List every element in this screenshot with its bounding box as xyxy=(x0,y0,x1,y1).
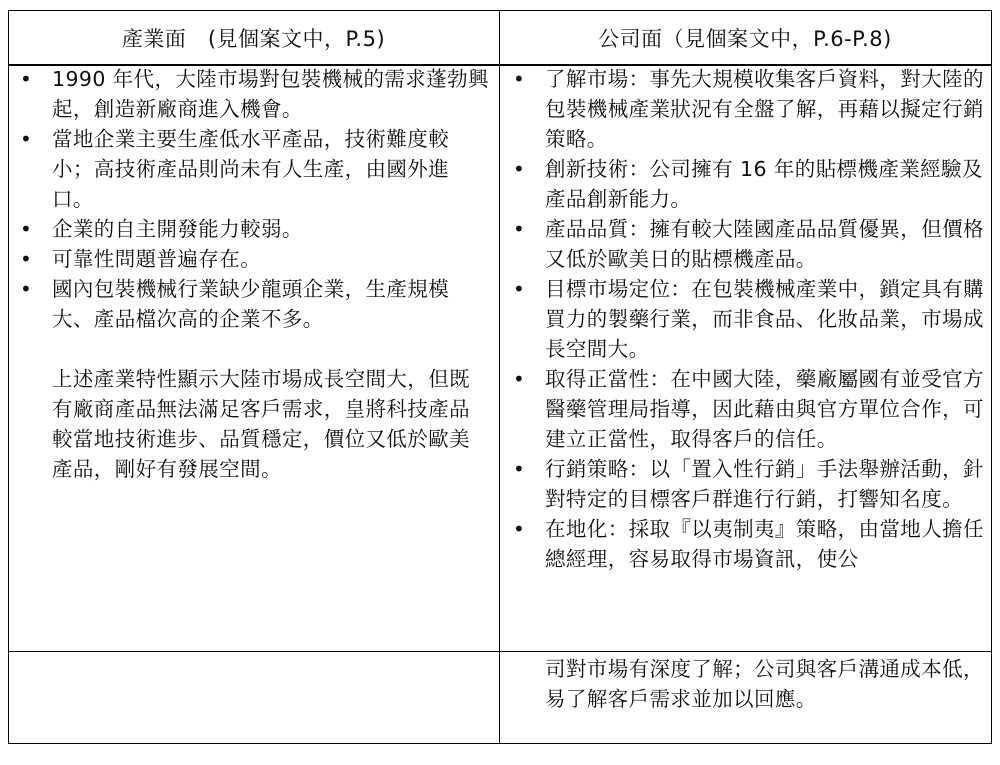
company-bullet-list xyxy=(513,64,985,574)
industry-bullet-list xyxy=(20,64,490,334)
bullet-icon: • xyxy=(513,157,526,181)
table-right-border xyxy=(991,10,992,744)
industry-header: 產業面 (見個案文中，P.5) xyxy=(121,26,386,51)
bullet-icon: • xyxy=(513,457,526,481)
bullet-icon: • xyxy=(20,217,33,241)
list-item xyxy=(20,64,490,124)
list-item-text: 產品品質：擁有較大陸國產品品質優異，但價格又低於歐美日的貼標機產品。 xyxy=(545,217,984,271)
bullet-icon: • xyxy=(20,277,33,301)
list-item-text: 行銷策略：以「置入性行銷」手法舉辦活動，針對特定的目標客戶群進行行銷，打響知名度。 xyxy=(545,457,984,511)
bullet-icon: • xyxy=(513,277,526,301)
list-item xyxy=(20,124,490,214)
bullet-icon: • xyxy=(20,67,33,91)
list-item xyxy=(513,454,985,514)
company-column xyxy=(513,64,985,574)
list-item-text: 在地化：採取『以夷制夷』策略，由當地人擔任總經理，容易取得市場資訊，使公 xyxy=(545,517,984,571)
company-header: 公司面（見個案文中，P.6-P.8) xyxy=(598,26,892,51)
list-item-text: 國內包裝機械行業缺少龍頭企業，生產規模大、產品檔次高的企業不多。 xyxy=(52,277,450,331)
list-item-text: 取得正當性：在中國大陸，藥廠屬國有並受官方醫藥管理局指導，因此藉由與官方單位合作，可建立正當性，取得客戶的信任。 xyxy=(545,367,984,451)
bullet-icon: • xyxy=(20,247,33,271)
bullet-icon: • xyxy=(20,127,33,151)
list-item xyxy=(20,244,490,274)
bullet-icon: • xyxy=(513,367,526,391)
column-divider xyxy=(499,10,500,744)
bullet-icon: • xyxy=(513,517,526,541)
list-item xyxy=(513,514,985,574)
list-item xyxy=(20,214,490,244)
bullet-icon: • xyxy=(513,217,526,241)
table-bottom-border xyxy=(8,743,992,744)
list-item xyxy=(20,274,490,334)
list-item xyxy=(513,274,985,364)
list-item-text: 目標市場定位：在包裝機械產業中，鎖定具有購買力的製藥行業，而非食品、化妝品業，市場成長空間大。 xyxy=(545,277,984,361)
industry-summary: 上述產業特性顯示大陸市場成長空間大，但既有廠商產品無法滿足客戶需求，皇將科技產品較當地技術進步、品質穩定，價位又低於歐美產品，剛好有發展空間。 xyxy=(52,367,470,481)
list-item-text: 了解市場：事先大規模收集客戶資料，對大陸的包裝機械產業狀況有全盤了解，再藉以擬定行銷策略。 xyxy=(545,67,984,151)
list-item-text: 1990 年代，大陸市場對包裝機械的需求蓬勃興起，創造新廠商進入機會。 xyxy=(52,67,489,121)
list-item-text: 可靠性問題普遍存在。 xyxy=(52,247,261,271)
table-left-border xyxy=(8,10,9,744)
list-item xyxy=(513,214,985,274)
list-item-text: 創新技術：公司擁有 16 年的貼標機產業經驗及產品創新能力。 xyxy=(545,157,983,211)
list-item-text: 企業的自主開發能力較弱。 xyxy=(52,217,303,241)
list-item xyxy=(513,154,985,214)
list-item xyxy=(513,364,985,454)
bullet-icon: • xyxy=(513,67,526,91)
list-item-text: 當地企業主要生產低水平產品，技術難度較小；高技術產品則尚未有人生產，由國外進口。 xyxy=(52,127,450,211)
company-continuation-text: 司對市場有深度了解；公司與客戶溝通成本低，易了解客戶需求並加以回應。 xyxy=(545,657,984,711)
industry-column xyxy=(20,64,490,484)
page-break-line xyxy=(8,651,992,652)
list-item xyxy=(513,64,985,154)
